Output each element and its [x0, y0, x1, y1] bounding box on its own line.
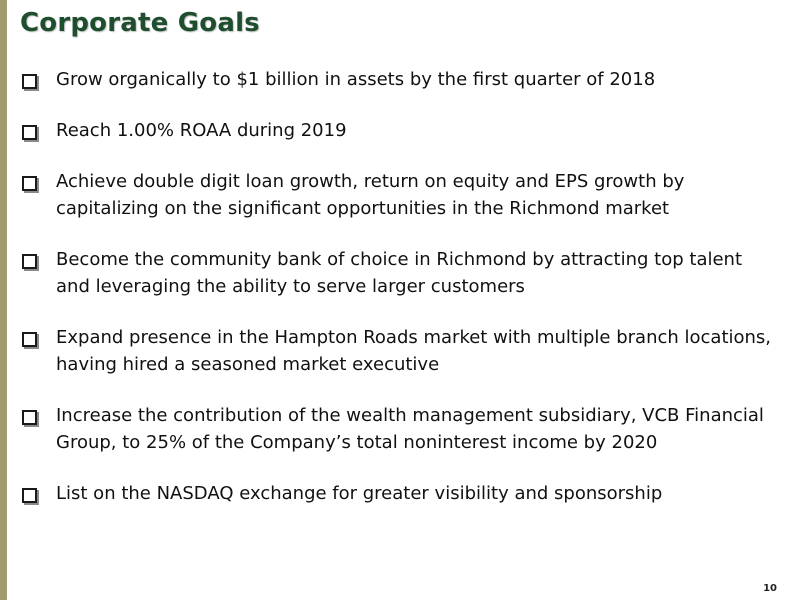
checkbox-bullet-icon — [22, 74, 37, 89]
list-item — [20, 117, 780, 144]
goals-list — [20, 66, 780, 531]
list-item — [20, 246, 780, 300]
checkbox-bullet-icon — [22, 254, 37, 269]
list-item — [20, 324, 780, 378]
left-accent-bar — [0, 0, 7, 600]
checkbox-bullet-icon — [22, 125, 37, 140]
list-item-text: Become the community bank of choice in Richmond by attracting top talent and leveraging the ability to serve larger customers — [56, 249, 743, 297]
list-item-text: List on the NASDAQ exchange for greater visibility and sponsorship — [56, 483, 663, 504]
list-item-text: Grow organically to $1 billion in assets by the first quarter of 2018 — [56, 69, 656, 90]
list-item-text: Achieve double digit loan growth, return on equity and EPS growth by capitalizing on the significant opportunities in the Richmond market — [56, 171, 685, 219]
list-item — [20, 480, 780, 507]
list-item — [20, 402, 780, 456]
list-item-text: Reach 1.00% ROAA during 2019 — [56, 120, 347, 141]
checkbox-bullet-icon — [22, 332, 37, 347]
list-item-text: Expand presence in the Hampton Roads market with multiple branch locations, having hired a seasoned market executive — [56, 327, 772, 375]
checkbox-bullet-icon — [22, 176, 37, 191]
list-item-text: Increase the contribution of the wealth management subsidiary, VCB Financial Group, to 25% of the Company’s total noninterest income by 2020 — [56, 405, 764, 453]
checkbox-bullet-icon — [22, 410, 37, 425]
page-title: Corporate Goals — [20, 8, 260, 38]
list-item — [20, 66, 780, 93]
page-number: 10 — [763, 583, 777, 594]
checkbox-bullet-icon — [22, 488, 37, 503]
list-item — [20, 168, 780, 222]
